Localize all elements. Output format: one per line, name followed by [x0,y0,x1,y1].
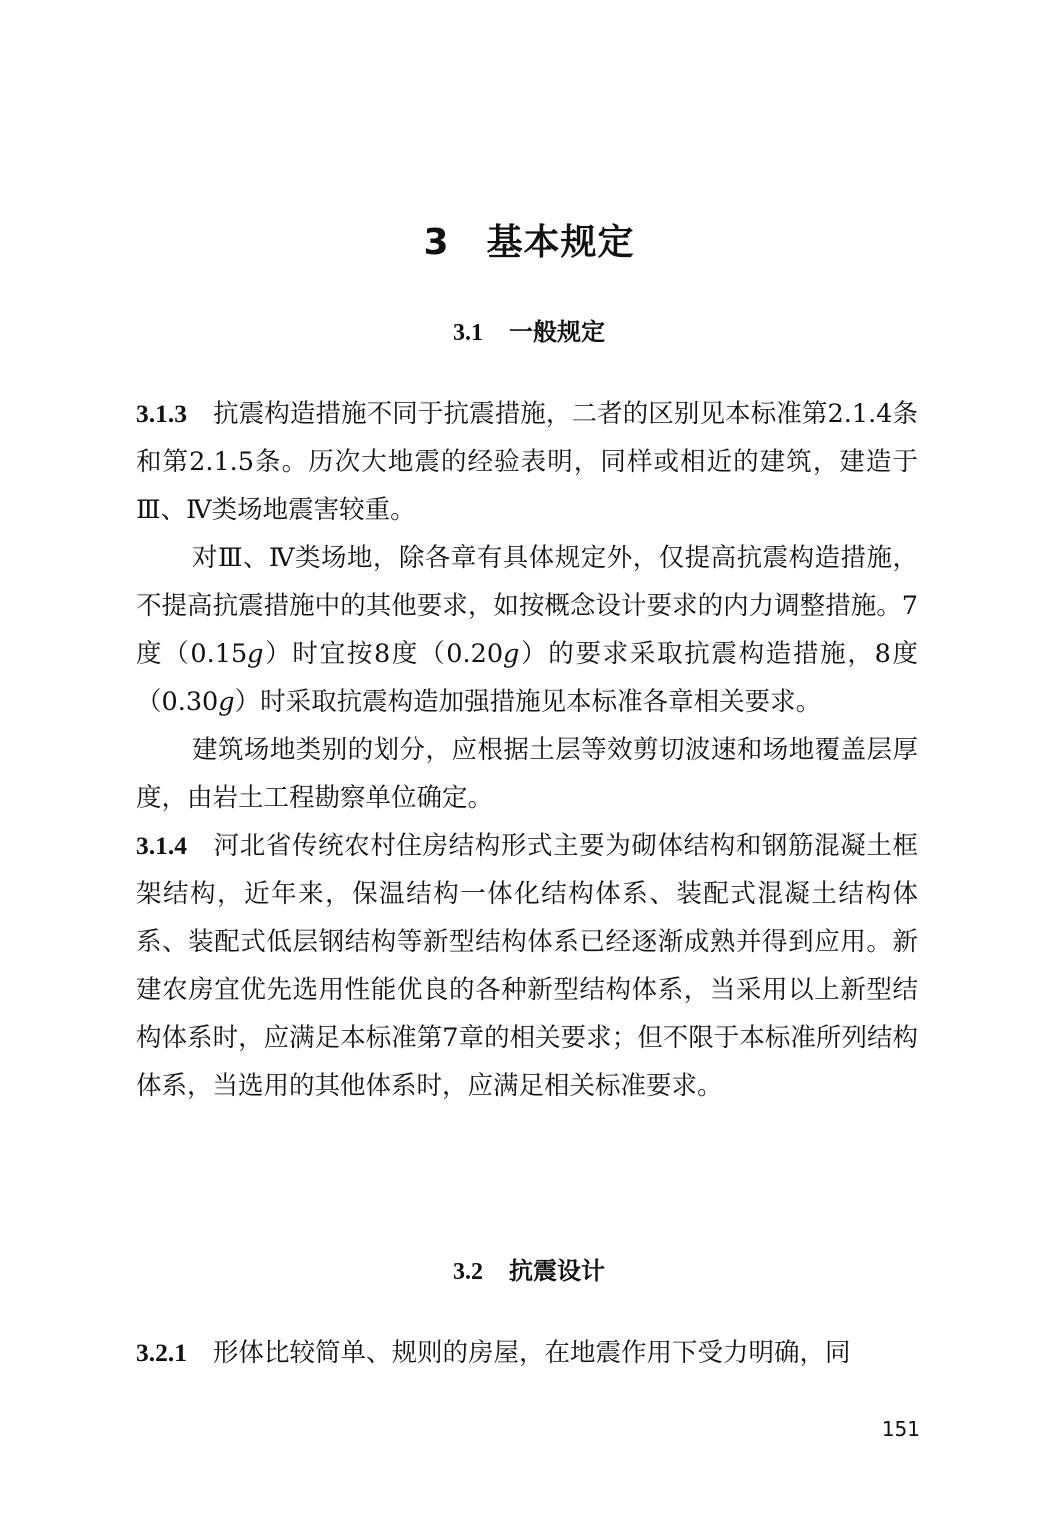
clause-3-1-3-paragraph-2 [136,534,918,726]
paragraph-text: ）时采取抗震构造加强措施见本标准各章相关要求。 [234,687,822,717]
section-3-2-body [136,1329,918,1377]
gravity-symbol: g [218,687,235,717]
clause-text: 形体比较简单、规则的房屋，在地震作用下受力明确，同 [213,1338,851,1368]
section-title-3-2 [0,1251,1058,1286]
chapter-title: 3 基本规定 [423,222,635,263]
paragraph-text: ）的要求采取抗震构造措施，8度（0.30 [136,639,918,717]
clause-3-1-3-paragraph-3: 建筑场地类别的划分，应根据土层等效剪切波速和场地覆盖层厚度，由岩土工程勘察单位确定。 [136,735,918,813]
clause-3-1-3 [136,390,918,534]
clause-number: 3.2.1 [136,1338,187,1367]
gravity-symbol: g [503,639,520,669]
gravity-symbol: g [247,639,264,669]
clause-3-2-1 [136,1329,918,1377]
section-number: 3.2 [453,1259,483,1285]
clause-number: 3.1.4 [136,831,187,860]
section-3-1-body [136,390,918,1110]
section-heading: 一般规定 [509,318,605,346]
page-number: 151 [881,1417,920,1441]
section-heading: 抗震设计 [509,1257,605,1285]
clause-text: 抗震构造措施不同于抗震措施，二者的区别见本标准第2.1.4条和第2.1.5条。历次大地震的经验表明，同样或相近的建筑，建造于Ⅲ、Ⅳ类场地震害较重。 [136,399,918,525]
section-number: 3.1 [453,320,483,346]
clause-text: 河北省传统农村住房结构形式主要为砌体结构和钢筋混凝土框架结构，近年来，保温结构一体化结构体系、装配式混凝土结构体系、装配式低层钢结构等新型结构体系已经逐渐成熟并得到应用。新建农房宜优先选用性能优良的各种新型结构体系，当采用以上新型结构体系时，应满足本标准第7章的相关要求；但不限于本标准所列结构体系，当选用的其他体系时，应满足相关标准要求。 [136,831,918,1101]
clause-3-1-4 [136,822,918,1110]
paragraph-text: 对Ⅲ、Ⅳ类场地，除各章有具体规定外，仅提高抗震构造措施，不提高抗震措施中的其他要求，如按概念设计要求的内力调整措施。7度（0.15 [136,543,918,669]
paragraph-text: ）时宜按8度（0.20 [263,639,504,669]
section-title-3-1 [0,312,1058,347]
clause-number: 3.1.3 [136,399,187,428]
